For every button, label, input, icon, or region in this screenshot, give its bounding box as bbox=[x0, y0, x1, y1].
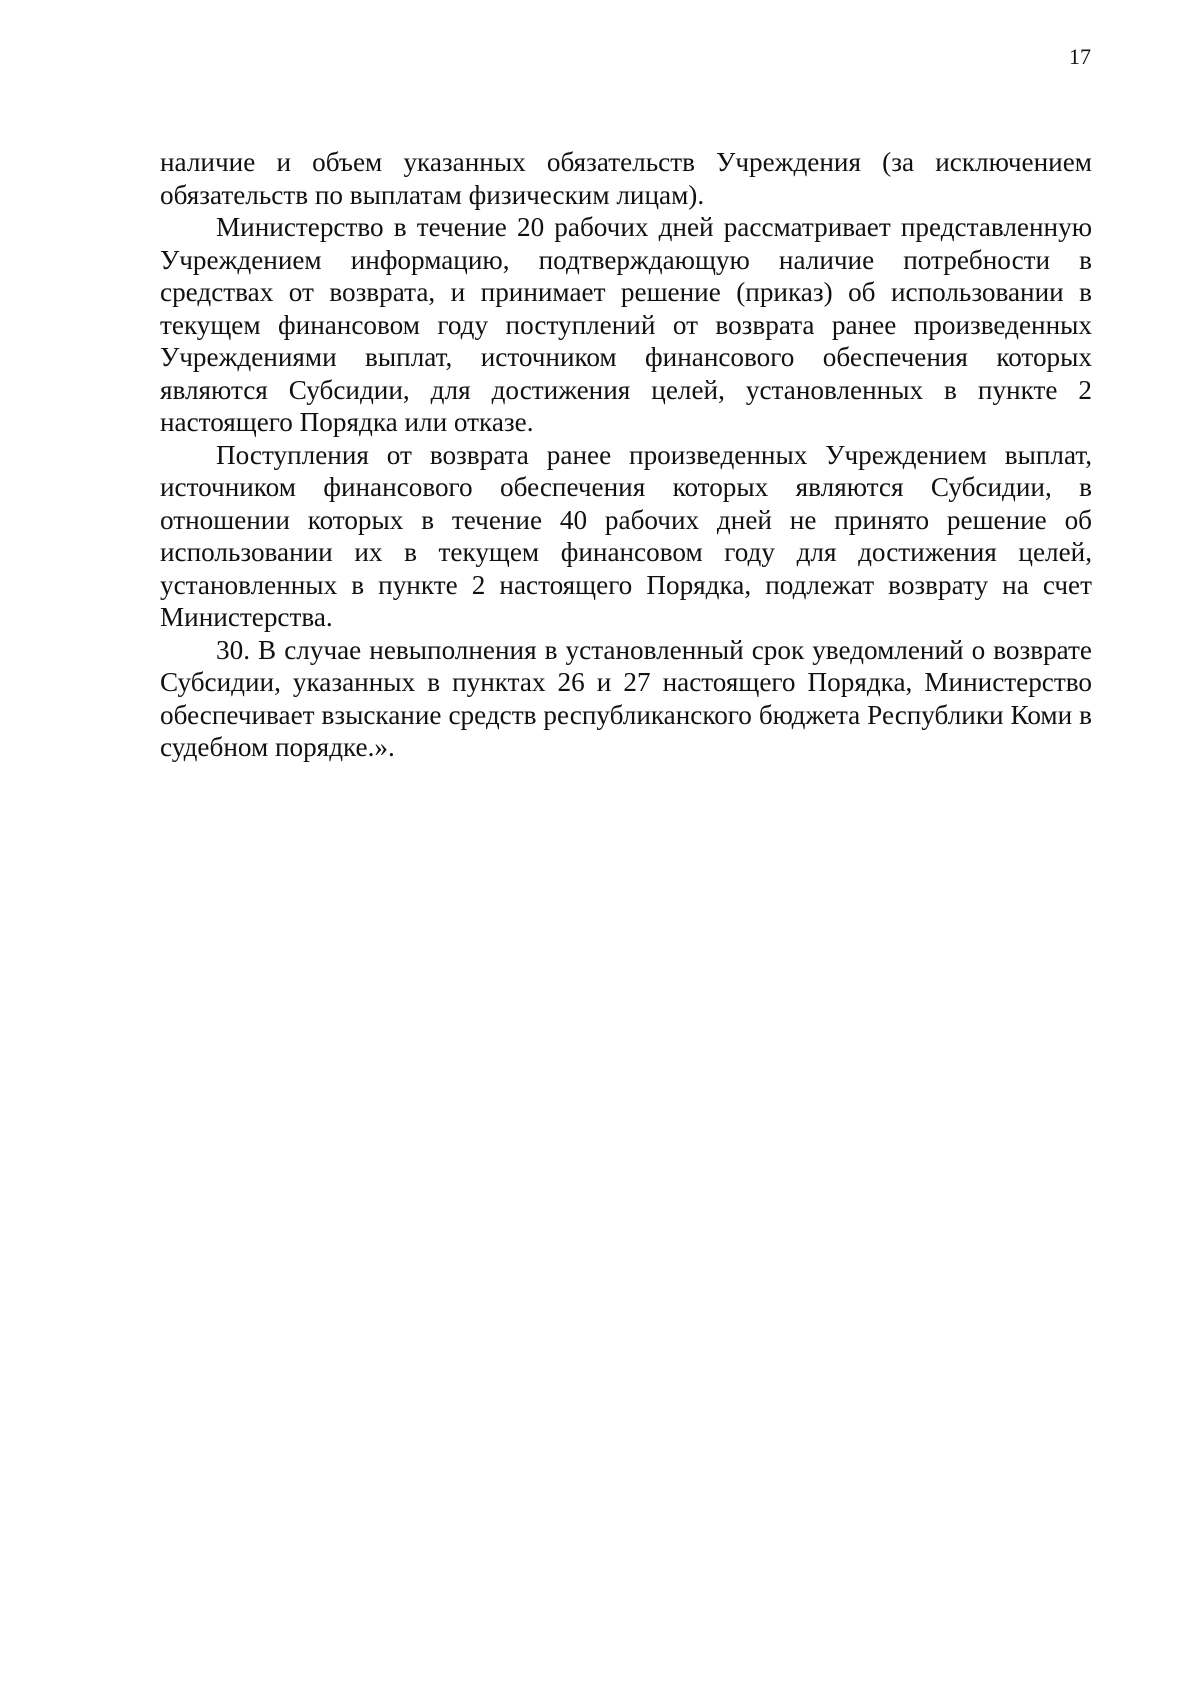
paragraph-ministry-decision: Министерство в течение 20 рабочих дней рассматривает представленную Учреждением информацию, подтверждающую наличие потребности в средствах от возврата, и принимает решение (приказ) об использовании в текущем финансовом году поступлений от возврата ранее произведенных Учреждениями выплат, источником финансового обеспечения которых являются Субсидии, для достижения целей, установленных в пункте 2 настоящего Порядка или отказе. bbox=[160, 212, 1092, 437]
paragraph-item-30: 30. В случае невыполнения в установленный срок уведомлений о возврате Субсидии, указанных в пунктах 26 и 27 настоящего Порядка, Министерство обеспечивает взыскание средств республиканского бюджета Республики Коми в судебном порядке.». bbox=[160, 634, 1092, 762]
paragraph-continuation: наличие и объем указанных обязательств Учреждения (за исключением обязательств по выплатам физическим лицам). bbox=[160, 147, 1092, 210]
document-body bbox=[160, 146, 1092, 764]
paragraph-return-receipts: Поступления от возврата ранее произведенных Учреждением выплат, источником финансового обеспечения которых являются Субсидии, в отношении которых в течение 40 рабочих дней не принято решение об использовании их в текущем финансовом году для достижения целей, установленных в пункте 2 настоящего Порядка, подлежат возврату на счет Министерства. bbox=[160, 439, 1092, 632]
page-number: 17 bbox=[1069, 44, 1091, 69]
